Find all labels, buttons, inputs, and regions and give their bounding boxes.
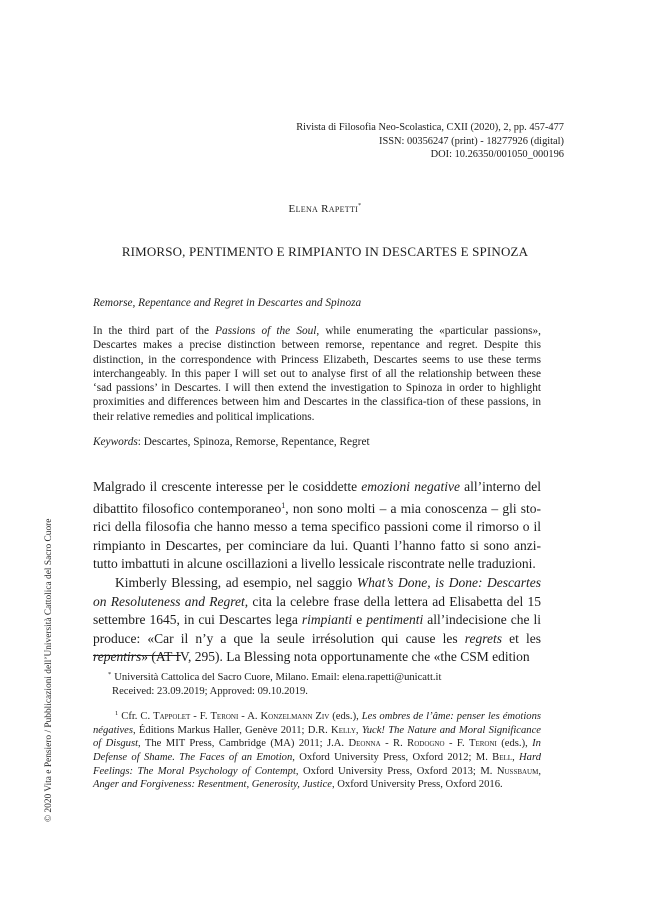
body-text xyxy=(93,478,541,667)
abstract-italic: Passions of the Soul xyxy=(215,325,317,337)
keywords-label: Keywords xyxy=(93,436,138,448)
keywords xyxy=(93,436,541,448)
abstract-text: , while enumerating the «particular passions», Descartes makes a precise distinction between remorse, repentance and regret. Despite this distinction, in the correspondence with Princess Elizabeth, Descartes seems to use these terms interchangeably. In this paper I will set out to analyse first of all the relationship between these ‘sad passions’ in Descartes. I will then extend the investigation to Spinoza in order to highlight proximities and differences between him and Descartes in the classifica-tion of these passions, in their relative remedies and political implications. xyxy=(93,325,541,423)
side-copyright-notice: © 2020 Vita e Pensiero / Pubblicazioni dell’Università Cattolica del Sacro Cuore xyxy=(44,518,54,822)
body-paragraph: Kimberly Blessing, ad esempio, nel saggio What’s Done, is Done: Descartes on Resoluteness and Regret, cita la celebre frase della lettera ad Elisabetta del 15 settembre 1645, in cui Descartes lega rimpianti e pentimenti all’indecisione che li produce: «Car il n’y a que la seule irrésolution qui cause les regrets et les repentirs» (AT IV, 295). La Blessing nota opportunamente che «the CSM edition xyxy=(93,574,542,665)
footnote-1: $^1$ Cfr. C. Tappolet - F. Teroni - A. Konzelmann Ziv (eds.), Les ombres de l’âme: penser les émotions négatives, Éditions Markus Haller, Genève 2011; D.R. Kelly, Yuck! The Nature and Moral Significance of Disgust, The MIT Press, Cambridge (MA) 2011; J.A. Deonna - R. Rodogno - F. Teroni (eds.), In Defense of Shame. The Faces of an Emotion, Oxford University Press, Oxford 2012; M. Bell, Hard Feelings: The Moral Psychology of Contempt, Oxford University Press, Oxford 2013; M. Nussbaum, Anger and Forgiveness: Resentment, Generosity, Justice, Oxford University Press, Oxford 2016. xyxy=(93,710,541,791)
journal-citation: Rivista di Filosofia Neo-Scolastica, CXII (2020), 2, pp. 457-477 xyxy=(296,122,564,133)
journal-issn: ISSN: 00356247 (print) - 18277926 (digital) xyxy=(379,135,564,147)
article-title: RIMORSO, PENTIMENTO E RIMPIANTO IN DESCARTES E SPINOZA xyxy=(121,244,529,259)
body-paragraph: Malgrado il crescente interesse per le cosiddette emozioni negative all’interno del dibattito filosofico contemporaneo$^1$, non sono molti – a mia conoscenza – gli sto-rici della filosofia che hanno messo a tema specifico passioni come il rimorso o il rimpianto in Descartes, per cominciare da lui. Quanti l’hanno fatto si sono anzi-tutto imbattuti in alcune oscillazioni a livello lessicale riscontrate nelle traduzioni. xyxy=(93,479,541,572)
abstract-text: In the third part of the xyxy=(93,325,216,337)
english-title: Remorse, Repentance and Regret in Descartes and Spinoza xyxy=(93,297,362,309)
journal-doi: DOI: 10.26350/001050_000196 xyxy=(430,149,564,161)
author-footnote-mark: * xyxy=(358,203,362,209)
footnotes xyxy=(93,668,541,792)
author-name: Elena Rapetti xyxy=(288,203,359,215)
footnote-reference[interactable]: 1 xyxy=(281,500,286,510)
abstract xyxy=(93,324,541,424)
journal-header xyxy=(234,121,564,162)
keywords-list: : Descartes, Spinoza, Remorse, Repentance, Regret xyxy=(137,436,370,448)
footnote-separator xyxy=(93,655,181,656)
author-line xyxy=(0,203,650,215)
footnote-author: * Università Cattolica del Sacro Cuore, Milano. Email: elena.rapetti@unicatt.it Received: 23.09.2019; Approved: 09.10.2019. xyxy=(108,671,442,697)
